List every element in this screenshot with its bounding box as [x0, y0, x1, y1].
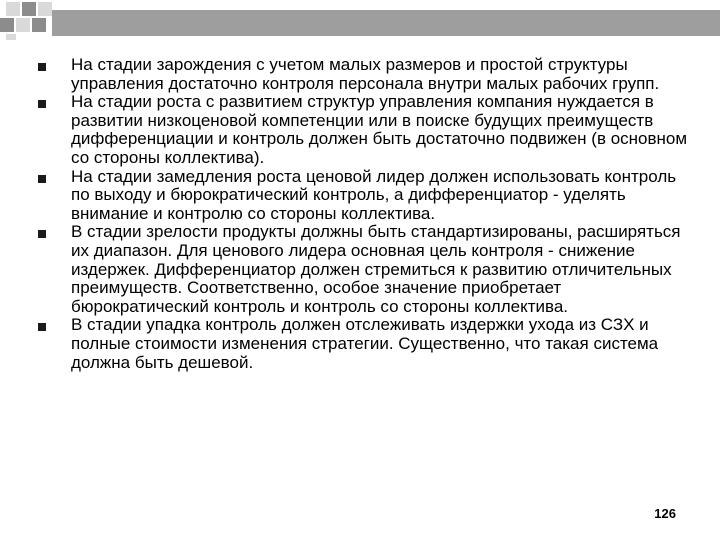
bullet-text: На стадии зарождения с учетом малых размеров и простой структуры управления достаточно контроля персонала внутри малых рабочих групп.	[71, 55, 660, 93]
bullet-text: На стадии замедления роста ценовой лидер должен использовать контроль по выходу и бюрократический контроль, а дифференциатор - уделять внимание и контролю со стороны коллектива.	[71, 166, 677, 223]
bullet-item	[38, 168, 688, 224]
deco-square	[16, 18, 30, 32]
bullet-list	[38, 56, 688, 372]
bullet-item	[38, 316, 688, 372]
bullet-text: В стадии упадка контроль должен отслеживать издержки ухода из СЗХ и полные стоимости изменения стратегии. Существенно, что такая система должна быть дешевой.	[71, 315, 659, 372]
bullet-text: На стадии роста с развитием структур управления компания нуждается в развитии низкоценовой компетенции или в поиске будущих преимуществ дифференциации и контроль должен быть достаточно подвижен (в основном со стороны коллектива).	[71, 92, 688, 167]
bullet-text: В стадии зрелости продукты должны быть стандартизированы, расширяться их диапазон. Для ценового лидера основная цель контроля - снижение издержек. Дифференциатор должен стремиться к развитию отличительных преимуществ. Соответственно, особое значение приобретает бюрократический контроль и контроль со стороны коллектива.	[71, 222, 681, 316]
bullet-item	[38, 93, 688, 167]
square-bullet-icon	[38, 230, 46, 238]
square-bullet-icon	[38, 175, 46, 183]
deco-square	[32, 18, 46, 32]
deco-square	[0, 18, 14, 32]
deco-square	[6, 2, 20, 16]
decorative-header	[0, 0, 720, 40]
page-number: 126	[654, 506, 676, 521]
square-bullet-icon	[38, 63, 46, 71]
bullet-item	[38, 56, 688, 93]
deco-square	[22, 2, 36, 16]
header-bar	[52, 10, 720, 36]
bullet-item	[38, 223, 688, 316]
square-bullet-icon	[38, 323, 46, 331]
deco-square	[38, 2, 52, 16]
square-bullet-icon	[38, 100, 46, 108]
deco-square	[6, 34, 16, 40]
